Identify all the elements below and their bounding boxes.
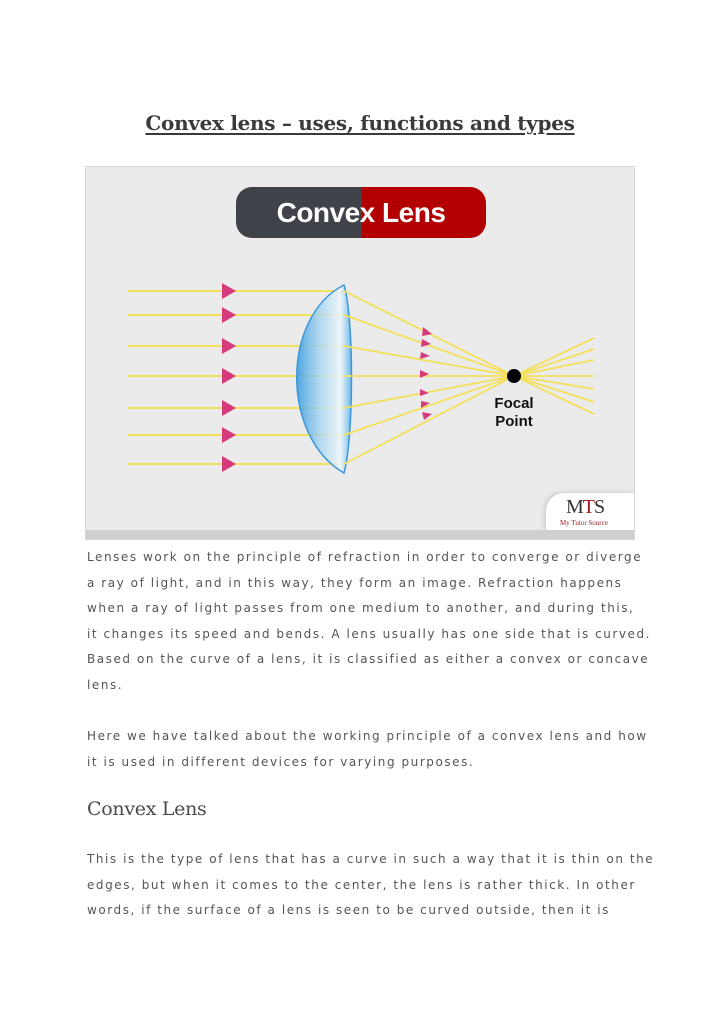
logo-subtitle: My Tutor Source [560,519,608,527]
focal-point-label: Focal Point [494,395,534,430]
paragraph-summary: Here we have talked about the working principle of a convex lens and how it is used in different devices for varying purposes. [87,729,648,769]
title-banner [236,187,486,238]
banner-text: Convex Lens [276,196,446,228]
focal-point-dot [507,369,521,383]
convex-lens-figure [85,166,635,540]
section-heading: Convex Lens [87,798,207,820]
paragraph-convex-lens: This is the type of lens that has a curve in such a way that it is thin on the edges, but when it comes to the center, the lens is rather thick. In other words, if the surface of a lens is seen to be curved outside, then it is [87,852,655,917]
brand-logo [546,493,634,533]
converging-rays [344,291,514,464]
figure-bottom-bar [86,530,634,539]
page-title: Convex lens – uses, functions and types [145,111,575,136]
logo-mark: MTS [566,496,605,518]
lens-shape [297,285,352,473]
arrow-icons-incoming [222,283,236,472]
paragraph-intro: Lenses work on the principle of refraction in order to converge or diverge a ray of light, and in this way, they form an image. Refraction happens when a ray of light passes from one medium to another, and during this, it changes its speed and bends. A lens usually has one side that is curved. Based on the curve of a lens, it is classified as either a convex or concave lens. [87,550,652,692]
